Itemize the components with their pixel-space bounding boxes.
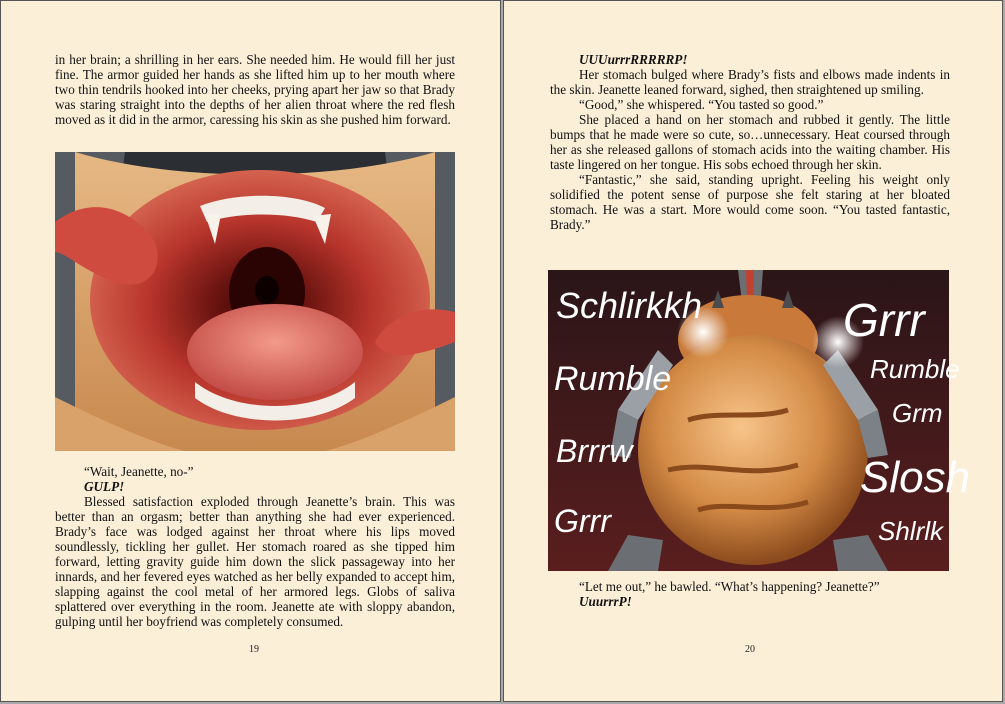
belly-illustration xyxy=(548,270,971,571)
belly-illustration-art xyxy=(548,270,971,571)
sfx-grrr-bottom: Grrr xyxy=(554,503,611,539)
sfx-slosh: Slosh xyxy=(860,453,971,502)
sfx-shlrlk: Shlrlk xyxy=(878,516,944,546)
paragraph-rubbed: She placed a hand on her stomach and rubbed it gently. The little bumps that he made were so cute, so…unnecessary. Heat coursed through her as she released gallons of stomach acids into the waiting chamber. His taste lingered on her tongue. His sobs echoed through her skin. xyxy=(550,112,950,172)
sfx-gulp: GULP! xyxy=(84,479,125,494)
page-number: 20 xyxy=(745,644,755,655)
paragraph-fantastic: “Fantastic,” she said, standing upright. Feeling his weight only solidified the potent sense of purpose she felt staring at her bloated stomach. He was a start. More would come soon. “You tasted fantastic, Brady.” xyxy=(550,172,950,232)
dialogue-wait: “Wait, Jeanette, no-” xyxy=(84,464,194,479)
page-20 xyxy=(503,0,1003,702)
text-block-lower xyxy=(55,464,455,629)
sfx-burp: UUUurrrRRRRRP! xyxy=(579,52,688,67)
text-block-lower xyxy=(550,579,950,609)
page-number: 19 xyxy=(249,644,259,655)
mouth-illustration-art xyxy=(55,152,455,451)
paragraph-top: in her brain; a shrilling in her ears. She needed him. He would fill her just fine. The armor guided her hands as she lifted him up to her mouth where two thin tendrils hooked into her cheeks, prying apart her jaw so that Brady was staring straight into the depths of her alien throat where the red flesh moved as it did in the armor, caressing his skin as she pushed him forward. xyxy=(55,52,455,127)
paragraph-bulged: Her stomach bulged where Brady’s fists and elbows made indents in the skin. Jeanette leaned forward, sighed, then straightened up smiling. xyxy=(550,67,950,97)
dialogue-let-me-out: “Let me out,” he bawled. “What’s happening? Jeanette?” xyxy=(579,579,880,594)
sfx-schlirkkh: Schlirkkh xyxy=(556,285,703,326)
dialogue-good: “Good,” she whispered. “You tasted so good.” xyxy=(579,97,824,112)
sfx-brrrw: Brrrw xyxy=(556,433,633,469)
sfx-grrr-top: Grrr xyxy=(843,294,925,346)
page-19 xyxy=(0,0,501,702)
sfx-uuurrrp: UuurrrP! xyxy=(579,594,632,609)
sfx-grm: Grm xyxy=(892,398,943,428)
sfx-rumble-right: Rumble xyxy=(870,354,960,384)
sfx-rumble-left: Rumble xyxy=(554,360,672,398)
mouth-illustration xyxy=(55,152,455,451)
text-block-upper xyxy=(550,52,950,232)
paragraph-satisfaction: Blessed satisfaction exploded through Jeanette’s brain. This was better than an orgasm; better than anything she had ever experienced. Brady’s face was lodged against her throat where his lips moved soundlessly, tickling her gullet. Her stomach roared as she tipped him forward, letting gravity guide him down the slick passageway into her innards, and her fevered eyes watched as her belly expanded to accept him, slapping against the cool metal of her armored legs. Globs of saliva splattered over everything in the room. Jeanette ate with sloppy abandon, gulping until her boyfriend was completely consumed. xyxy=(55,494,455,629)
